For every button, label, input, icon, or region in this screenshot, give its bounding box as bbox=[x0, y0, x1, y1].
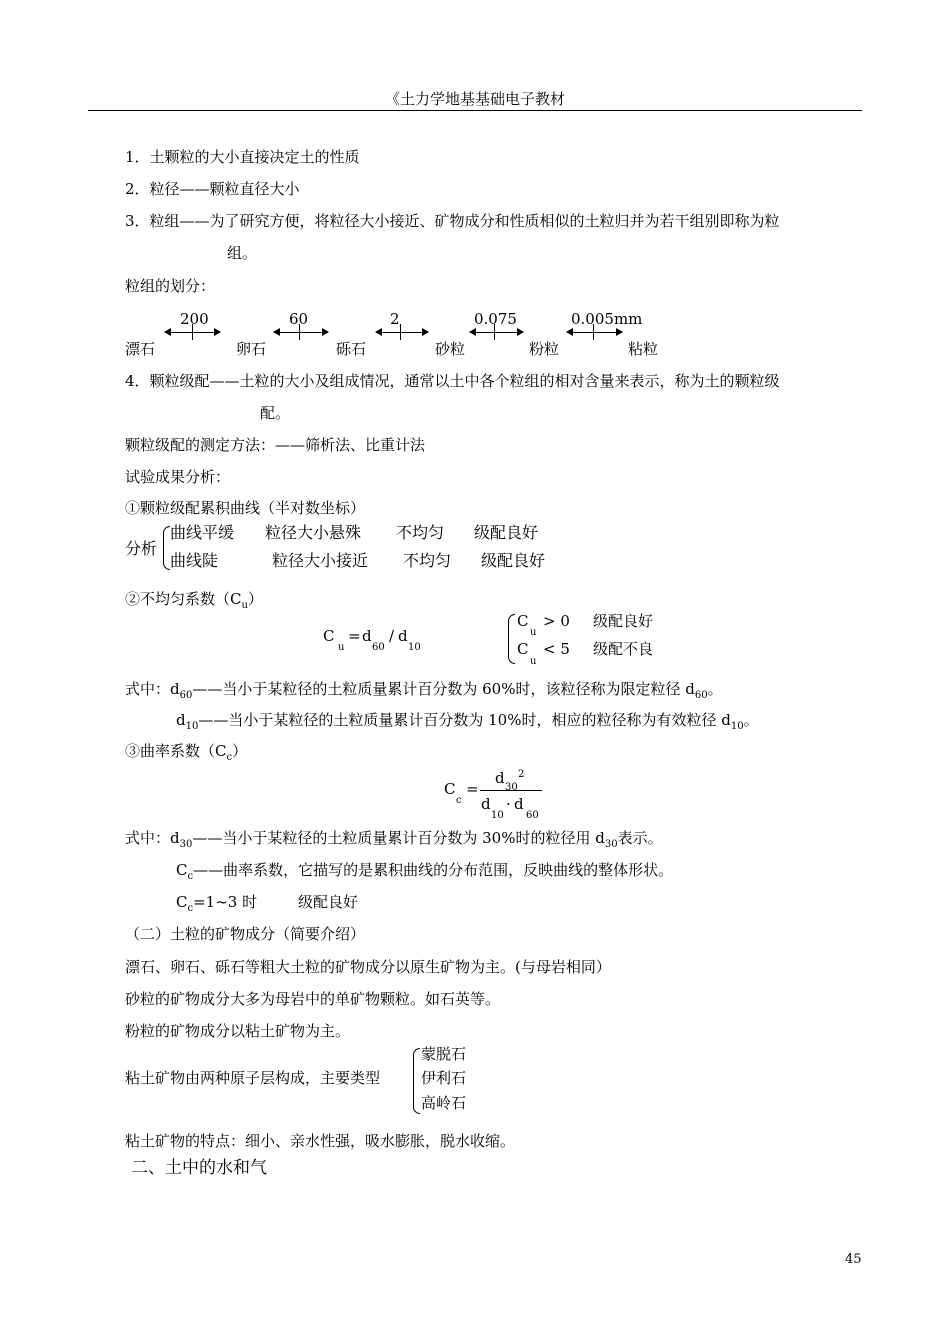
grain-tick-5 bbox=[593, 324, 594, 340]
cc-range-result: 级配良好 bbox=[298, 893, 359, 911]
point-1: 1．土颗粒的大小直接决定土的性质 bbox=[125, 148, 360, 166]
grain-name-silt: 粉粒 bbox=[529, 340, 560, 358]
cc-formula-num-sup: 2 bbox=[518, 769, 525, 780]
document-header-title: 《土力学地基基础电子教材 bbox=[384, 90, 565, 108]
cu-formula-d60: d bbox=[362, 627, 372, 645]
grain-arrow-5 bbox=[567, 332, 622, 333]
grain-name-gravel: 砾石 bbox=[336, 340, 367, 358]
d10-end: 。 bbox=[743, 711, 759, 729]
grain-division-heading: 粒组的划分： bbox=[125, 277, 216, 295]
cu-formula-c: C bbox=[323, 627, 335, 645]
cu-formula-sub60: 60 bbox=[372, 642, 385, 653]
cc-formula-c: C bbox=[444, 780, 456, 798]
d30-sub-end: 30 bbox=[604, 839, 618, 850]
cu-case1-text: 级配良好 bbox=[593, 612, 654, 630]
cu-case2-u: u bbox=[530, 656, 537, 667]
cu-heading-sub: u bbox=[241, 600, 248, 611]
grain-arrow-3 bbox=[376, 332, 428, 333]
cc-range bbox=[176, 893, 258, 914]
grain-value-0075: 0.075 bbox=[474, 310, 517, 328]
header-rule bbox=[88, 110, 862, 111]
cu-case1-rel: > 0 bbox=[543, 612, 570, 630]
cu-case2-c: C bbox=[517, 640, 529, 658]
mineral-section-heading: （二）土粒的矿物成分（简要介绍） bbox=[125, 925, 366, 943]
cc-range-text: =1~3 时 bbox=[193, 893, 258, 911]
grain-tick-1 bbox=[192, 324, 193, 340]
cu-case1-c: C bbox=[517, 612, 529, 630]
grain-tick-3 bbox=[400, 324, 401, 340]
cu-formula-eq: = bbox=[348, 627, 361, 645]
cc-formula-fraction-bar bbox=[480, 790, 542, 791]
cc-heading-sub: c bbox=[226, 752, 233, 763]
cu-formula-slash: / bbox=[389, 627, 395, 645]
cc-formula-dot: · bbox=[506, 795, 511, 813]
mineral-sand: 砂粒的矿物成分大多为母岩中的单矿物颗粒。如石英等。 bbox=[125, 990, 501, 1008]
grain-tick-2 bbox=[299, 324, 300, 340]
grain-value-60: 60 bbox=[289, 310, 309, 328]
d60-definition bbox=[125, 680, 723, 701]
analysis-label: 分析 bbox=[125, 539, 158, 558]
clay-type-montmorillonite: 蒙脱石 bbox=[421, 1045, 467, 1063]
cu-cases-brace bbox=[508, 614, 515, 664]
analysis-r2-curve: 曲线陡 bbox=[170, 551, 219, 570]
grain-arrow-4 bbox=[470, 332, 523, 333]
cc-formula-den-d10: d bbox=[481, 795, 491, 813]
d10-sub: 10 bbox=[185, 721, 199, 732]
cc-formula-den-d60: d bbox=[514, 795, 524, 813]
result-analysis-heading: 试验成果分析： bbox=[125, 468, 231, 486]
d30-pre: 式中：d bbox=[125, 829, 180, 847]
section-heading-water-gas: 二、土中的水和气 bbox=[131, 1158, 267, 1178]
d60-end: 。 bbox=[707, 680, 723, 698]
curve-heading: ①颗粒级配累积曲线（半对数坐标） bbox=[125, 499, 366, 517]
cu-formula-d10: d bbox=[398, 627, 408, 645]
cu-heading bbox=[125, 590, 263, 611]
grain-arrow-2 bbox=[274, 332, 328, 333]
clay-type-kaolinite: 高岭石 bbox=[421, 1094, 467, 1112]
cc-formula-eq: = bbox=[466, 780, 479, 798]
point-3: 3．粒组——为了研究方便，将粒径大小接近、矿物成分和性质相似的土粒归并为若干组别即称为粒 bbox=[125, 212, 780, 230]
cc-formula-num-sub: 30 bbox=[505, 782, 518, 793]
cu-heading-text: ②不均匀系数（C bbox=[125, 590, 242, 608]
grain-value-200: 200 bbox=[180, 310, 209, 328]
cc-range-pre: C bbox=[176, 893, 188, 911]
point-4: 4．颗粒级配——土粒的大小及组成情况，通常以土中各个粒组的相对含量来表示，称为土的颗粒级 bbox=[125, 372, 780, 390]
cc-heading bbox=[125, 742, 248, 763]
cc-heading-end: ） bbox=[232, 742, 248, 760]
d30-sub: 30 bbox=[179, 839, 193, 850]
analysis-brace bbox=[163, 526, 170, 570]
point-3-cont: 组。 bbox=[227, 244, 258, 262]
point-4-cont: 配。 bbox=[260, 404, 291, 422]
point-2: 2．粒径——颗粒直径大小 bbox=[125, 180, 300, 198]
cu-heading-end: ） bbox=[247, 590, 263, 608]
d60-text: ——当小于某粒径的土粒质量累计百分数为 60%时，该粒径称为限定粒径 d bbox=[192, 680, 695, 698]
grain-name-sand: 砂粒 bbox=[435, 340, 466, 358]
cu-formula-u: u bbox=[338, 642, 345, 653]
clay-type-illite: 伊利石 bbox=[421, 1069, 467, 1087]
d30-definition bbox=[125, 829, 663, 850]
d10-pre: d bbox=[176, 711, 186, 729]
mineral-coarse: 漂石、卵石、砾石等粗大土粒的矿物成分以原生矿物为主。(与母岩相同） bbox=[125, 958, 611, 976]
grain-name-clay: 粘粒 bbox=[628, 340, 659, 358]
clay-structure-text: 粘土矿物由两种原子层构成，主要类型 bbox=[125, 1069, 381, 1087]
cc-def-sub: c bbox=[187, 871, 194, 882]
grain-tick-4 bbox=[494, 324, 495, 340]
analysis-r1-curve: 曲线平缓 bbox=[170, 523, 235, 542]
cc-def-pre: C bbox=[176, 861, 188, 879]
d60-sub-end: 60 bbox=[694, 690, 708, 701]
cu-case2-rel: < 5 bbox=[543, 640, 570, 658]
cc-formula-c-sub: c bbox=[456, 795, 462, 806]
clay-types-brace bbox=[413, 1048, 420, 1114]
analysis-r2-uniform: 不均匀 bbox=[403, 551, 452, 570]
analysis-r2-size: 粒径大小接近 bbox=[272, 551, 369, 570]
cc-formula-num-d: d bbox=[495, 769, 505, 787]
clay-characteristics: 粘土矿物的特点：细小、亲水性强，吸水膨胀，脱水收缩。 bbox=[125, 1132, 516, 1150]
mineral-silt: 粉粒的矿物成分以粘土矿物为主。 bbox=[125, 1022, 351, 1040]
d10-definition bbox=[176, 711, 759, 732]
d30-text: ——当小于某粒径的土粒质量累计百分数为 30%时的粒径用 d bbox=[192, 829, 605, 847]
analysis-r1-uniform: 不均匀 bbox=[396, 523, 445, 542]
cu-case1-u: u bbox=[530, 627, 537, 638]
d30-end: 表示。 bbox=[617, 829, 663, 847]
test-method: 颗粒级配的测定方法：——筛析法、比重计法 bbox=[125, 436, 426, 454]
cu-case2-text: 级配不良 bbox=[593, 640, 654, 658]
cc-definition bbox=[176, 861, 674, 882]
cc-def-text: ——曲率系数，它描写的是累积曲线的分布范围，反映曲线的整体形状。 bbox=[193, 861, 674, 879]
d60-sub: 60 bbox=[179, 690, 193, 701]
cc-formula-den-sub10: 10 bbox=[491, 810, 504, 821]
d60-pre: 式中：d bbox=[125, 680, 180, 698]
grain-name-cobble: 卵石 bbox=[236, 340, 267, 358]
analysis-r1-size: 粒径大小悬殊 bbox=[265, 523, 362, 542]
cc-heading-text: ③曲率系数（C bbox=[125, 742, 227, 760]
grain-name-boulder: 漂石 bbox=[125, 340, 156, 358]
d10-text: ——当小于某粒径的土粒质量累计百分数为 10%时，相应的粒径称为有效粒径 d bbox=[198, 711, 731, 729]
grain-value-2: 2 bbox=[390, 310, 400, 328]
analysis-r1-grading: 级配良好 bbox=[474, 523, 539, 542]
cu-formula-sub10: 10 bbox=[408, 642, 421, 653]
page-number: 45 bbox=[845, 1252, 862, 1267]
grain-value-0005: 0.005mm bbox=[571, 310, 643, 328]
cc-range-sub: c bbox=[187, 903, 194, 914]
analysis-r2-grading: 级配良好 bbox=[481, 551, 546, 570]
d10-sub-end: 10 bbox=[730, 721, 744, 732]
cc-formula-den-sub60: 60 bbox=[526, 810, 539, 821]
